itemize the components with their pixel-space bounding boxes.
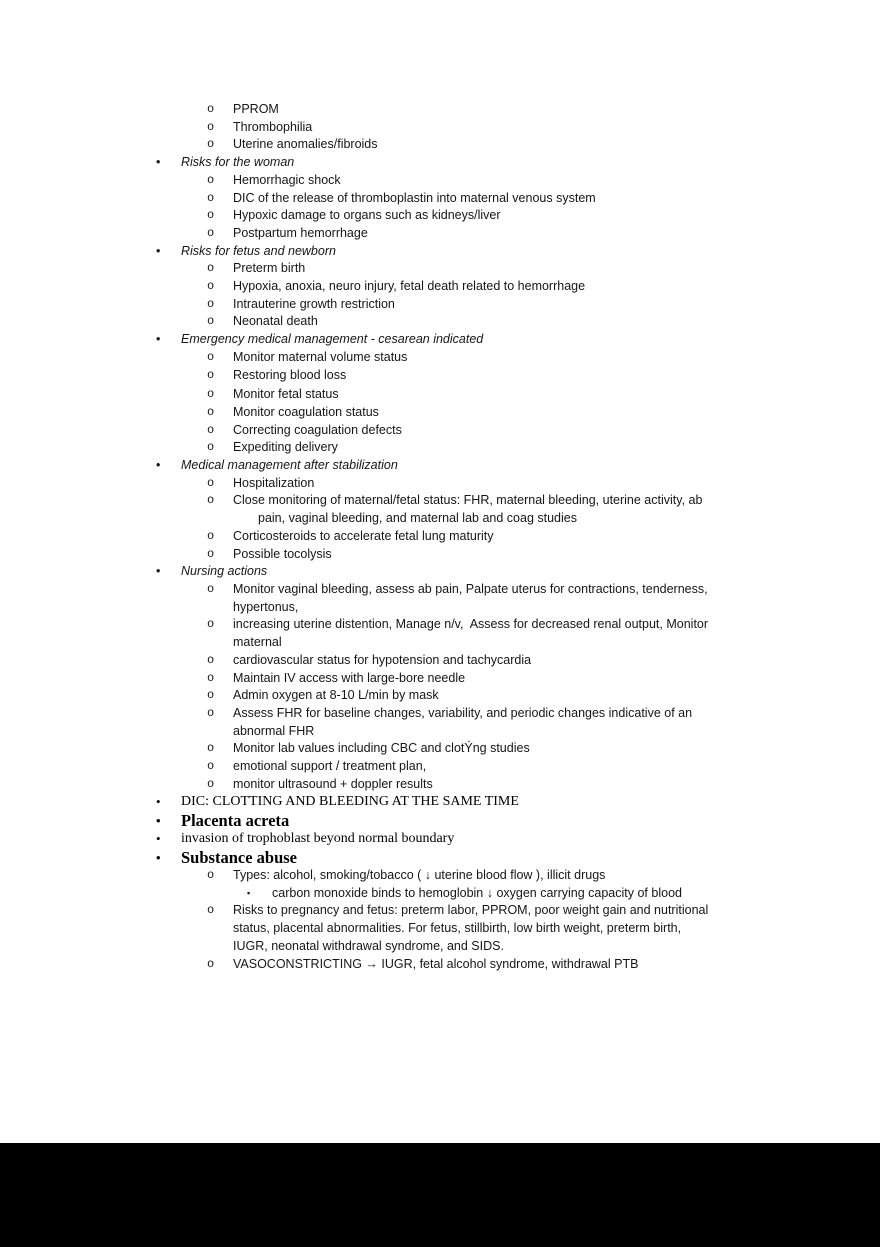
list-item [0,260,880,278]
list-item [0,546,880,564]
bullet-circle-icon: o [207,528,215,543]
bullet-disc-icon: • [156,155,161,170]
bullet-circle-icon: o [207,137,215,152]
text-line: Preterm birth [233,261,306,276]
list-item-text [233,225,880,243]
list-item-text [233,190,880,208]
bullet-circle-icon: o [207,349,215,364]
list-item-text [233,475,880,493]
list-item-text [233,439,880,457]
list-item-text [233,546,880,564]
bullet-circle-icon: o [207,119,215,134]
text-line: DIC of the release of thromboplastin into maternal venous system [233,190,596,205]
bullet-circle-icon: o [207,208,215,223]
list-item-text [233,422,880,440]
bullet-disc-icon: • [156,831,161,847]
list-item [0,439,880,457]
list-item-text [181,812,880,830]
text-line: Correcting coagulation defects [233,422,402,437]
list-item-text [233,136,880,154]
list-item-text [233,902,880,955]
list-item [0,119,880,137]
bottom-black-band [0,1143,880,1247]
list-item [0,956,880,974]
bullet-circle-icon: o [207,279,215,294]
list-item [0,867,880,885]
bullet-circle-icon: o [207,225,215,240]
text-line: Expediting delivery [233,440,338,455]
list-item-text [233,758,880,776]
text-line: carbon monoxide binds to hemoglobin ↓ oxygen carrying capacity of blood [272,885,682,900]
bullet-circle-icon: o [207,493,215,508]
bullet-circle-icon: o [207,367,215,382]
list-item [0,812,880,830]
list-item [0,313,880,331]
list-item [0,296,880,314]
bullet-circle-icon: o [207,652,215,667]
text-line: Intrauterine growth restriction [233,296,395,311]
bullet-circle-icon: o [207,314,215,329]
list-item-text [233,313,880,331]
list-item [0,793,880,811]
text-line: Maintain IV access with large-bore needle [233,670,466,685]
list-item-text [233,207,880,225]
list-item [0,278,880,296]
list-item-text [233,296,880,314]
text-line: DIC: CLOTTING AND BLEEDING AT THE SAME TIME [181,794,519,810]
list-item-text [233,367,880,385]
list-item-text [233,705,880,740]
text-line: Uterine anomalies/fibroids [233,137,378,152]
text-line: Close monitoring of maternal/fetal status: FHR, maternal bleeding, uterine activity, ab [233,493,703,508]
bullet-circle-icon: o [207,741,215,756]
list-item [0,776,880,794]
list-item-text [233,776,880,794]
list-item [0,528,880,546]
bullet-circle-icon: o [207,759,215,774]
bullet-circle-icon: o [207,296,215,311]
list-item [0,349,880,367]
list-item-text [233,528,880,546]
bullet-disc-icon: • [156,812,161,828]
text-line: status, placental abnormalities. For fetus, stillbirth, low birth weight, preterm birth, [233,921,682,936]
list-item-text [233,867,880,885]
list-item [0,758,880,776]
list-item-text [233,652,880,670]
text-line: Placenta acreta [181,810,290,830]
list-item-text [233,278,880,296]
bullet-circle-icon: o [207,404,215,419]
list-item [0,740,880,758]
text-line: invasion of trophoblast beyond normal boundary [181,831,455,847]
list-item-text [233,172,880,190]
list-item [0,422,880,440]
text-line: emotional support / treatment plan, [233,759,427,774]
text-line: hypertonus, [233,599,299,614]
list-item-text [233,349,880,367]
list-item-text [181,457,880,475]
list-item [0,154,880,172]
text-line: pain, vaginal bleeding, and maternal lab and coag studies [258,511,577,526]
text-line: Neonatal death [233,314,318,329]
text-line: abnormal FHR [233,723,315,738]
bullet-disc-icon: • [156,458,161,473]
list-item-text [233,581,880,616]
bullet-circle-icon: o [207,868,215,883]
text-line: Monitor vaginal bleeding, assess ab pain, Palpate uterus for contractions, tenderness, [233,581,708,596]
bullet-square-icon: ▪ [247,887,251,898]
bullet-disc-icon: • [156,332,161,347]
text-line: Monitor fetal status [233,387,339,402]
list-item [0,885,880,903]
text-line: Admin oxygen at 8-10 L/min by mask [233,688,439,703]
list-item [0,830,880,848]
list-item [0,563,880,581]
list-item [0,386,880,404]
bullet-circle-icon: o [207,903,215,918]
list-item [0,457,880,475]
list-item [0,207,880,225]
list-item-text [233,492,880,527]
text-line: Restoring blood loss [233,367,347,382]
list-item-text [233,386,880,404]
bullet-circle-icon: o [207,776,215,791]
list-item [0,404,880,422]
list-item-text [272,885,880,903]
text-line: Hypoxic damage to organs such as kidneys/liver [233,208,501,223]
bullet-circle-icon: o [207,670,215,685]
list-item-text [233,404,880,422]
text-line: Substance abuse [181,847,297,867]
list-item-text [233,740,880,758]
text-line: Hypoxia, anoxia, neuro injury, fetal death related to hemorrhage [233,279,586,294]
bullet-circle-icon: o [207,688,215,703]
list-item-text [233,616,880,651]
list-item-text [181,563,880,581]
bullet-disc-icon: • [156,794,161,810]
text-line: Risks to pregnancy and fetus: preterm labor, PPROM, poor weight gain and nutritional [233,903,709,918]
bullet-circle-icon: o [207,546,215,561]
list-item-text [181,243,880,261]
list-item-text [181,331,880,349]
text-line: Hemorrhagic shock [233,172,341,187]
list-item [0,367,880,385]
bullet-disc-icon: • [156,564,161,579]
list-item [0,101,880,119]
list-item [0,581,880,616]
text-line: Medical management after stabilization [181,458,398,473]
text-line: Thrombophilia [233,119,313,134]
bullet-circle-icon: o [207,422,215,437]
list-item-text [181,830,880,848]
list-item-text [233,260,880,278]
bullet-circle-icon: o [207,172,215,187]
text-line: Types: alcohol, smoking/tobacco ( ↓ uterine blood flow ), illicit drugs [233,868,606,883]
text-line: Risks for fetus and newborn [181,243,336,258]
text-line: Possible tocolysis [233,546,332,561]
list-item-text [233,670,880,688]
list-item-text [233,119,880,137]
list-item-text [233,956,880,974]
text-line: monitor ultrasound + doppler results [233,776,433,791]
text-line: Risks for the woman [181,155,295,170]
list-item [0,492,880,527]
list-item [0,705,880,740]
list-item [0,670,880,688]
bullet-disc-icon: • [156,849,161,865]
bullet-disc-icon: • [156,243,161,258]
list-item [0,243,880,261]
list-item [0,616,880,651]
text-line: VASOCONSTRICTING → IUGR, fetal alcohol syndrome, withdrawal PTB [233,956,639,971]
text-line: IUGR, neonatal withdrawal syndrome, and SIDS. [233,938,504,953]
notes-list [0,101,880,973]
bullet-circle-icon: o [207,190,215,205]
list-item [0,902,880,955]
text-line: Corticosteroids to accelerate fetal lung maturity [233,528,494,543]
text-line: Monitor lab values including CBC and clotÝng studies [233,741,530,756]
bullet-circle-icon: o [207,617,215,632]
bullet-circle-icon: o [207,261,215,276]
list-item-text [181,154,880,172]
bullet-circle-icon: o [207,705,215,720]
list-item [0,849,880,867]
text-line: PPROM [233,102,279,116]
text-line: Emergency medical management - cesarean indicated [181,332,484,347]
list-item [0,225,880,243]
text-line: Postpartum hemorrhage [233,225,368,240]
text-line: Assess FHR for baseline changes, variability, and periodic changes indicative of an [233,705,693,720]
text-line: Nursing actions [181,564,268,579]
text-line: Monitor maternal volume status [233,349,408,364]
bullet-circle-icon: o [207,102,215,116]
list-item [0,687,880,705]
text-line: Monitor coagulation status [233,404,379,419]
bullet-circle-icon: o [207,956,215,971]
text-line: maternal [233,635,282,650]
list-item-text [233,687,880,705]
list-item [0,331,880,349]
bullet-circle-icon: o [207,475,215,490]
list-item-text [233,101,880,119]
list-item [0,136,880,154]
bullet-circle-icon: o [207,581,215,596]
text-line: cardiovascular status for hypotension and tachycardia [233,652,532,667]
list-item [0,190,880,208]
text-line: increasing uterine distention, Manage n/v, Assess for decreased renal output, Monitor [233,617,709,632]
bullet-circle-icon: o [207,440,215,455]
list-item-text [181,793,880,811]
list-item-text [181,849,880,867]
list-item [0,652,880,670]
list-item [0,172,880,190]
bullet-circle-icon: o [207,387,215,402]
text-line: Hospitalization [233,475,315,490]
list-item [0,475,880,493]
